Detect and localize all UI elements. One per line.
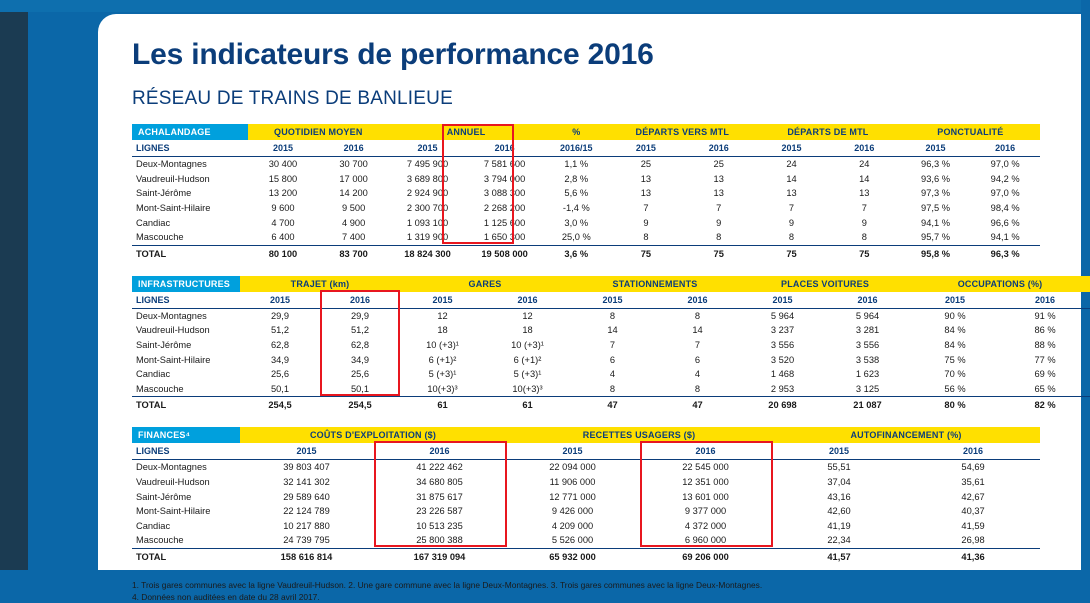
cell: 4 372 000 xyxy=(684,520,727,531)
cell: 22 545 000 xyxy=(682,462,729,473)
column-header: 2016 xyxy=(485,292,570,309)
column-header: LIGNES xyxy=(132,140,248,157)
column-header: 2016 xyxy=(655,292,740,309)
cell: Vaudreuil-Hudson xyxy=(136,173,210,184)
cell: Mascouche xyxy=(136,535,184,546)
cell: 10(+3)³ xyxy=(427,383,458,394)
cell: 2 953 xyxy=(770,383,795,394)
column-header: 2015 xyxy=(240,292,320,309)
cell: 34,9 xyxy=(270,354,290,365)
table-row xyxy=(132,186,1040,201)
cell: 2 300 700 xyxy=(406,203,449,214)
cell: 84 % xyxy=(944,340,966,351)
cell: 1 093 100 xyxy=(406,217,449,228)
cell: Deux-Montagnes xyxy=(136,462,207,473)
cell: 14 xyxy=(786,173,797,184)
cell: 12 351 000 xyxy=(682,477,729,488)
cell: 25,0 % xyxy=(561,232,591,243)
cell: 5,6 % xyxy=(564,188,589,199)
cell: 41,36 xyxy=(906,548,1040,565)
cell: 11 906 000 xyxy=(549,477,596,488)
cell: 13 xyxy=(786,188,797,199)
cell: 9 500 xyxy=(341,203,366,214)
cell: 13 xyxy=(713,188,724,199)
band-cell: % xyxy=(543,124,609,140)
cell: 65 % xyxy=(1034,383,1056,394)
cell: 8 xyxy=(694,310,701,321)
cell: 34 680 805 xyxy=(416,477,463,488)
page-title: Les indicateurs de performance 2016 xyxy=(132,38,654,71)
column-header: 2015 xyxy=(389,140,466,157)
cell: TOTAL xyxy=(132,548,240,565)
cell: 4 xyxy=(694,369,701,380)
cell: 5 964 xyxy=(770,310,795,321)
table-row xyxy=(132,489,1040,504)
table-row xyxy=(132,338,1090,353)
cell: 62,8 xyxy=(270,340,290,351)
cell: 47 xyxy=(655,397,740,414)
cell: 2 268 200 xyxy=(483,203,526,214)
cell: 18 xyxy=(437,325,448,336)
cell: 42,67 xyxy=(961,491,985,502)
cell: 47 xyxy=(570,397,655,414)
page-subtitle: RÉSEAU DE TRAINS DE BANLIEUE xyxy=(132,88,453,109)
cell: 13 xyxy=(640,173,652,184)
column-header: 2015 xyxy=(772,443,906,460)
cell: 3 538 xyxy=(855,354,880,365)
cell: Candiac xyxy=(136,217,171,228)
column-header: 2015 xyxy=(740,292,825,309)
cell: 1 468 xyxy=(770,369,795,380)
cell: 23 226 587 xyxy=(416,506,463,517)
cell: 9 xyxy=(861,217,867,228)
cell: 6 (+1)² xyxy=(428,354,457,365)
cell: 7 xyxy=(861,203,867,214)
cell: 7 xyxy=(716,203,722,214)
cell: 254,5 xyxy=(320,397,400,414)
band-cell: PONCTUALITÉ xyxy=(901,124,1040,140)
cell: 96,3 % xyxy=(970,245,1040,262)
column-header: 2015 xyxy=(570,292,655,309)
cell: Vaudreuil-Hudson xyxy=(136,477,210,488)
cell: 80 % xyxy=(910,397,1000,414)
column-header: 2015 xyxy=(755,140,828,157)
cell: 8 xyxy=(694,383,701,394)
column-header: 2015 xyxy=(901,140,971,157)
cell: 19 508 000 xyxy=(466,245,543,262)
column-header: 2015 xyxy=(400,292,485,309)
band-cell: COÛTS D'EXPLOITATION ($) xyxy=(240,427,506,443)
cell: 12 771 000 xyxy=(549,491,596,502)
cell: 3 125 xyxy=(855,383,880,394)
column-header: 2016 xyxy=(825,292,910,309)
cell: 56 % xyxy=(944,383,966,394)
column-header: 2016 xyxy=(320,292,400,309)
cell: 158 616 814 xyxy=(240,548,373,565)
cell: 6 (+1)² xyxy=(513,354,542,365)
cell: 3 556 xyxy=(855,340,880,351)
cell: Mont-Saint-Hilaire xyxy=(136,506,211,517)
table-total-row xyxy=(132,548,1040,565)
cell: 83 700 xyxy=(318,245,389,262)
band-cell: STATIONNEMENTS xyxy=(570,276,740,292)
cell: 39 803 407 xyxy=(283,462,330,473)
table-total-row xyxy=(132,397,1090,414)
cell: 17 000 xyxy=(339,173,368,184)
band-cell: PLACES VOITURES xyxy=(740,276,910,292)
cell: 75 % xyxy=(944,354,966,365)
cell: 41 222 462 xyxy=(416,462,463,473)
cell: 13 xyxy=(640,188,652,199)
column-header: 2016 xyxy=(1000,292,1090,309)
cell: 24 xyxy=(786,159,797,170)
cell: 84 % xyxy=(944,325,966,336)
cell: 1 125 600 xyxy=(483,217,526,228)
cell: 7 xyxy=(643,203,649,214)
cell: 37,04 xyxy=(827,477,851,488)
cell: 4 700 xyxy=(271,217,295,228)
cell: 95,7 % xyxy=(921,232,950,243)
band-cell: TRAJET (km) xyxy=(240,276,400,292)
cell: 75 xyxy=(682,245,755,262)
cell: 5 964 xyxy=(855,310,880,321)
cell: 2 924 900 xyxy=(406,188,449,199)
cell: 24 739 795 xyxy=(283,535,330,546)
cell: 51,2 xyxy=(270,325,290,336)
page-background-left-band xyxy=(0,0,28,570)
cell: 10(+3)³ xyxy=(512,383,543,394)
table-row xyxy=(132,382,1090,397)
column-header: 2015 xyxy=(506,443,639,460)
band-cell: OCCUPATIONS (%) xyxy=(910,276,1090,292)
cell: 90 % xyxy=(944,310,966,321)
cell: 80 100 xyxy=(248,245,319,262)
cell: 10 513 235 xyxy=(416,520,463,531)
cell: 8 xyxy=(716,232,722,243)
cell: 12 xyxy=(437,310,448,321)
cell: 5 526 000 xyxy=(551,535,594,546)
cell: 3 281 xyxy=(855,325,880,336)
table-row xyxy=(132,201,1040,216)
table-header-row xyxy=(132,140,1040,157)
cell: 9 xyxy=(643,217,649,228)
cell: Mont-Saint-Hilaire xyxy=(136,354,211,365)
band-cell-title: ACHALANDAGE xyxy=(132,124,248,140)
cell: 12 xyxy=(522,310,533,321)
cell: 7 xyxy=(694,340,701,351)
cell: 9 377 000 xyxy=(684,506,727,517)
cell: 31 875 617 xyxy=(416,491,463,502)
cell: 6 xyxy=(609,354,616,365)
cell: 70 % xyxy=(944,369,966,380)
cell: 50,1 xyxy=(350,383,370,394)
table-finances xyxy=(132,427,1040,565)
cell: 34,9 xyxy=(350,354,370,365)
cell: 3 794 000 xyxy=(483,173,526,184)
cell: 93,6 % xyxy=(921,173,950,184)
column-header: 2016 xyxy=(828,140,901,157)
band-cell: DÉPARTS VERS MTL xyxy=(610,124,756,140)
cell: 10 (+3)¹ xyxy=(426,340,459,351)
cell: 21 087 xyxy=(825,397,910,414)
cell: 4 900 xyxy=(341,217,366,228)
cell: Vaudreuil-Hudson xyxy=(136,325,210,336)
column-header: 2016 xyxy=(639,443,772,460)
cell: 3 556 xyxy=(770,340,795,351)
column-header: 2016 xyxy=(970,140,1040,157)
table-infrastructures xyxy=(132,276,1090,414)
cell: 8 xyxy=(861,232,867,243)
cell: 65 932 000 xyxy=(506,548,639,565)
table-row xyxy=(132,323,1090,338)
footnotes xyxy=(132,579,1042,603)
band-cell-title: INFRASTRUCTURES xyxy=(132,276,240,292)
cell: 29 589 640 xyxy=(283,491,330,502)
cell: 20 698 xyxy=(740,397,825,414)
table-row xyxy=(132,352,1090,367)
cell: 98,4 % xyxy=(990,203,1020,214)
cell: 69 206 000 xyxy=(639,548,772,565)
cell: 91 % xyxy=(1034,310,1056,321)
cell: 13 xyxy=(859,188,870,199)
cell: 95,8 % xyxy=(901,245,971,262)
column-header: 2015 xyxy=(910,292,1000,309)
document-page xyxy=(98,14,1081,602)
cell: 3 689 800 xyxy=(406,173,449,184)
table-achalandage xyxy=(132,124,1040,262)
table-row xyxy=(132,504,1040,519)
cell: 13 xyxy=(713,173,724,184)
cell: 14 xyxy=(607,325,618,336)
table-band-row xyxy=(132,124,1040,140)
cell: 5 (+3)¹ xyxy=(428,369,457,380)
cell: 61 xyxy=(485,397,570,414)
column-header: 2015 xyxy=(240,443,373,460)
cell: Candiac xyxy=(136,369,171,380)
cell: 55,51 xyxy=(827,462,851,473)
cell: 254,5 xyxy=(240,397,320,414)
cell: 94,1 % xyxy=(990,232,1020,243)
band-cell: ANNUEL xyxy=(389,124,543,140)
cell: 13 601 000 xyxy=(682,491,729,502)
cell: 29,9 xyxy=(350,310,370,321)
cell: 82 % xyxy=(1000,397,1090,414)
cell: 4 209 000 xyxy=(551,520,594,531)
column-header: LIGNES xyxy=(132,292,240,309)
cell: 14 200 xyxy=(339,188,368,199)
cell: 10 (+3)¹ xyxy=(511,340,544,351)
table-row xyxy=(132,230,1040,245)
band-cell: AUTOFINANCEMENT (%) xyxy=(772,427,1040,443)
cell: 3 237 xyxy=(770,325,795,336)
cell: TOTAL xyxy=(132,245,248,262)
cell: 3 088 300 xyxy=(483,188,526,199)
table-row xyxy=(132,215,1040,230)
cell: 4 xyxy=(609,369,616,380)
cell: 40,37 xyxy=(961,506,985,517)
cell: 10 217 880 xyxy=(283,520,330,531)
cell: 88 % xyxy=(1034,340,1056,351)
cell: Saint-Jérôme xyxy=(136,491,192,502)
table-row xyxy=(132,367,1090,382)
cell: 61 xyxy=(400,397,485,414)
cell: 94,2 % xyxy=(990,173,1020,184)
cell: 32 141 302 xyxy=(283,477,330,488)
cell: 62,8 xyxy=(350,340,370,351)
cell: 54,69 xyxy=(961,462,985,473)
cell: 7 xyxy=(788,203,795,214)
cell: 3,0 % xyxy=(564,217,589,228)
cell: 7 xyxy=(609,340,616,351)
column-header: 2015 xyxy=(248,140,319,157)
cell: 9 426 000 xyxy=(551,506,594,517)
cell: 97,0 % xyxy=(990,159,1020,170)
table-row xyxy=(132,533,1040,548)
table-block-finances xyxy=(132,427,1053,565)
column-header: 2016 xyxy=(906,443,1040,460)
footnote-line: 1. Trois gares communes avec la ligne Vaudreuil-Hudson. 2. Une gare commune avec la ligne Deux-Montagnes. 3. Trois gares communes avec la ligne Deux-Montagnes. xyxy=(132,579,763,590)
cell: 41,59 xyxy=(961,520,985,531)
band-cell: QUOTIDIEN MOYEN xyxy=(248,124,389,140)
table-block-achalandage xyxy=(132,124,1053,262)
cell: 30 700 xyxy=(339,159,368,170)
cell: Mont-Saint-Hilaire xyxy=(136,203,211,214)
cell: 9 xyxy=(716,217,722,228)
cell: 8 xyxy=(609,310,616,321)
cell: 25,6 xyxy=(350,369,370,380)
cell: 75 xyxy=(828,245,901,262)
page-background-top-band xyxy=(0,0,1081,12)
cell: TOTAL xyxy=(132,397,240,414)
cell: 75 xyxy=(755,245,828,262)
table-row xyxy=(132,519,1040,534)
cell: 97,0 % xyxy=(990,188,1020,199)
cell: 25 800 388 xyxy=(416,535,463,546)
cell: 18 824 300 xyxy=(389,245,466,262)
cell: 96,6 % xyxy=(990,217,1020,228)
cell: 13 200 xyxy=(268,188,298,199)
band-cell: DÉPARTS DE MTL xyxy=(755,124,901,140)
cell: 41,19 xyxy=(827,520,851,531)
column-header: 2016/15 xyxy=(543,140,609,157)
cell: 30 400 xyxy=(268,159,298,170)
cell: -1,4 % xyxy=(562,203,590,214)
cell: 3,6 % xyxy=(543,245,609,262)
cell: Mascouche xyxy=(136,232,184,243)
cell: 15 800 xyxy=(268,173,298,184)
column-header: 2016 xyxy=(682,140,755,157)
column-header: 2016 xyxy=(318,140,389,157)
cell: 43,16 xyxy=(827,491,851,502)
cell: Mascouche xyxy=(136,383,184,394)
cell: 22 094 000 xyxy=(549,462,596,473)
cell: 9 xyxy=(788,217,795,228)
cell: 7 400 xyxy=(341,232,366,243)
footnote-line: 4. Données non auditées en date du 28 avril 2017. xyxy=(132,591,320,602)
cell: 7 581 600 xyxy=(483,159,526,170)
cell: 6 xyxy=(694,354,701,365)
table-block-infrastructures xyxy=(132,276,1056,414)
cell: 86 % xyxy=(1034,325,1056,336)
cell: 94,1 % xyxy=(921,217,950,228)
table-band-row xyxy=(132,427,1040,443)
cell: 18 xyxy=(522,325,533,336)
band-cell: RECETTES USAGERS ($) xyxy=(506,427,772,443)
cell: 51,2 xyxy=(350,325,370,336)
table-header-row xyxy=(132,443,1040,460)
cell: 2,8 % xyxy=(564,173,589,184)
table-total-row xyxy=(132,245,1040,262)
table-row xyxy=(132,157,1040,172)
cell: Saint-Jérôme xyxy=(136,340,192,351)
cell: Deux-Montagnes xyxy=(136,159,207,170)
cell: 25 xyxy=(713,159,724,170)
cell: 8 xyxy=(609,383,616,394)
cell: 25 xyxy=(640,159,652,170)
band-cell: GARES xyxy=(400,276,570,292)
band-cell-title: FINANCES⁴ xyxy=(132,427,240,443)
cell: 97,5 % xyxy=(921,203,950,214)
cell: 1,1 % xyxy=(564,159,589,170)
cell: 8 xyxy=(788,232,795,243)
cell: Deux-Montagnes xyxy=(136,310,207,321)
cell: 41,57 xyxy=(772,548,906,565)
table-band-row xyxy=(132,276,1090,292)
cell: 22 124 789 xyxy=(283,506,330,517)
cell: 5 (+3)¹ xyxy=(513,369,542,380)
cell: 50,1 xyxy=(270,383,290,394)
cell: 26,98 xyxy=(961,535,985,546)
cell: 42,60 xyxy=(827,506,851,517)
cell: 1 623 xyxy=(855,369,880,380)
cell: 3 520 xyxy=(770,354,795,365)
cell: 14 xyxy=(859,173,870,184)
cell: 1 319 900 xyxy=(406,232,449,243)
cell: Candiac xyxy=(136,520,171,531)
cell: 75 xyxy=(610,245,683,262)
cell: 8 xyxy=(643,232,649,243)
cell: 7 495 900 xyxy=(406,159,449,170)
cell: 14 xyxy=(692,325,703,336)
cell: Saint-Jérôme xyxy=(136,188,192,199)
cell: 35,61 xyxy=(961,477,985,488)
cell: 25,6 xyxy=(270,369,290,380)
table-row xyxy=(132,172,1040,187)
table-row xyxy=(132,460,1040,475)
cell: 1 650 300 xyxy=(483,232,526,243)
column-header: 2016 xyxy=(373,443,506,460)
cell: 96,3 % xyxy=(921,159,950,170)
table-row xyxy=(132,308,1090,323)
table-row xyxy=(132,475,1040,490)
cell: 69 % xyxy=(1034,369,1056,380)
cell: 97,3 % xyxy=(921,188,950,199)
column-header: 2015 xyxy=(610,140,683,157)
table-header-row xyxy=(132,292,1090,309)
column-header: 2016 xyxy=(466,140,543,157)
cell: 6 960 000 xyxy=(684,535,727,546)
cell: 9 600 xyxy=(271,203,295,214)
cell: 77 % xyxy=(1034,354,1056,365)
cell: 6 400 xyxy=(271,232,295,243)
column-header: LIGNES xyxy=(132,443,240,460)
cell: 167 319 094 xyxy=(373,548,506,565)
cell: 29,9 xyxy=(270,310,290,321)
cell: 24 xyxy=(859,159,870,170)
cell: 22,34 xyxy=(827,535,851,546)
